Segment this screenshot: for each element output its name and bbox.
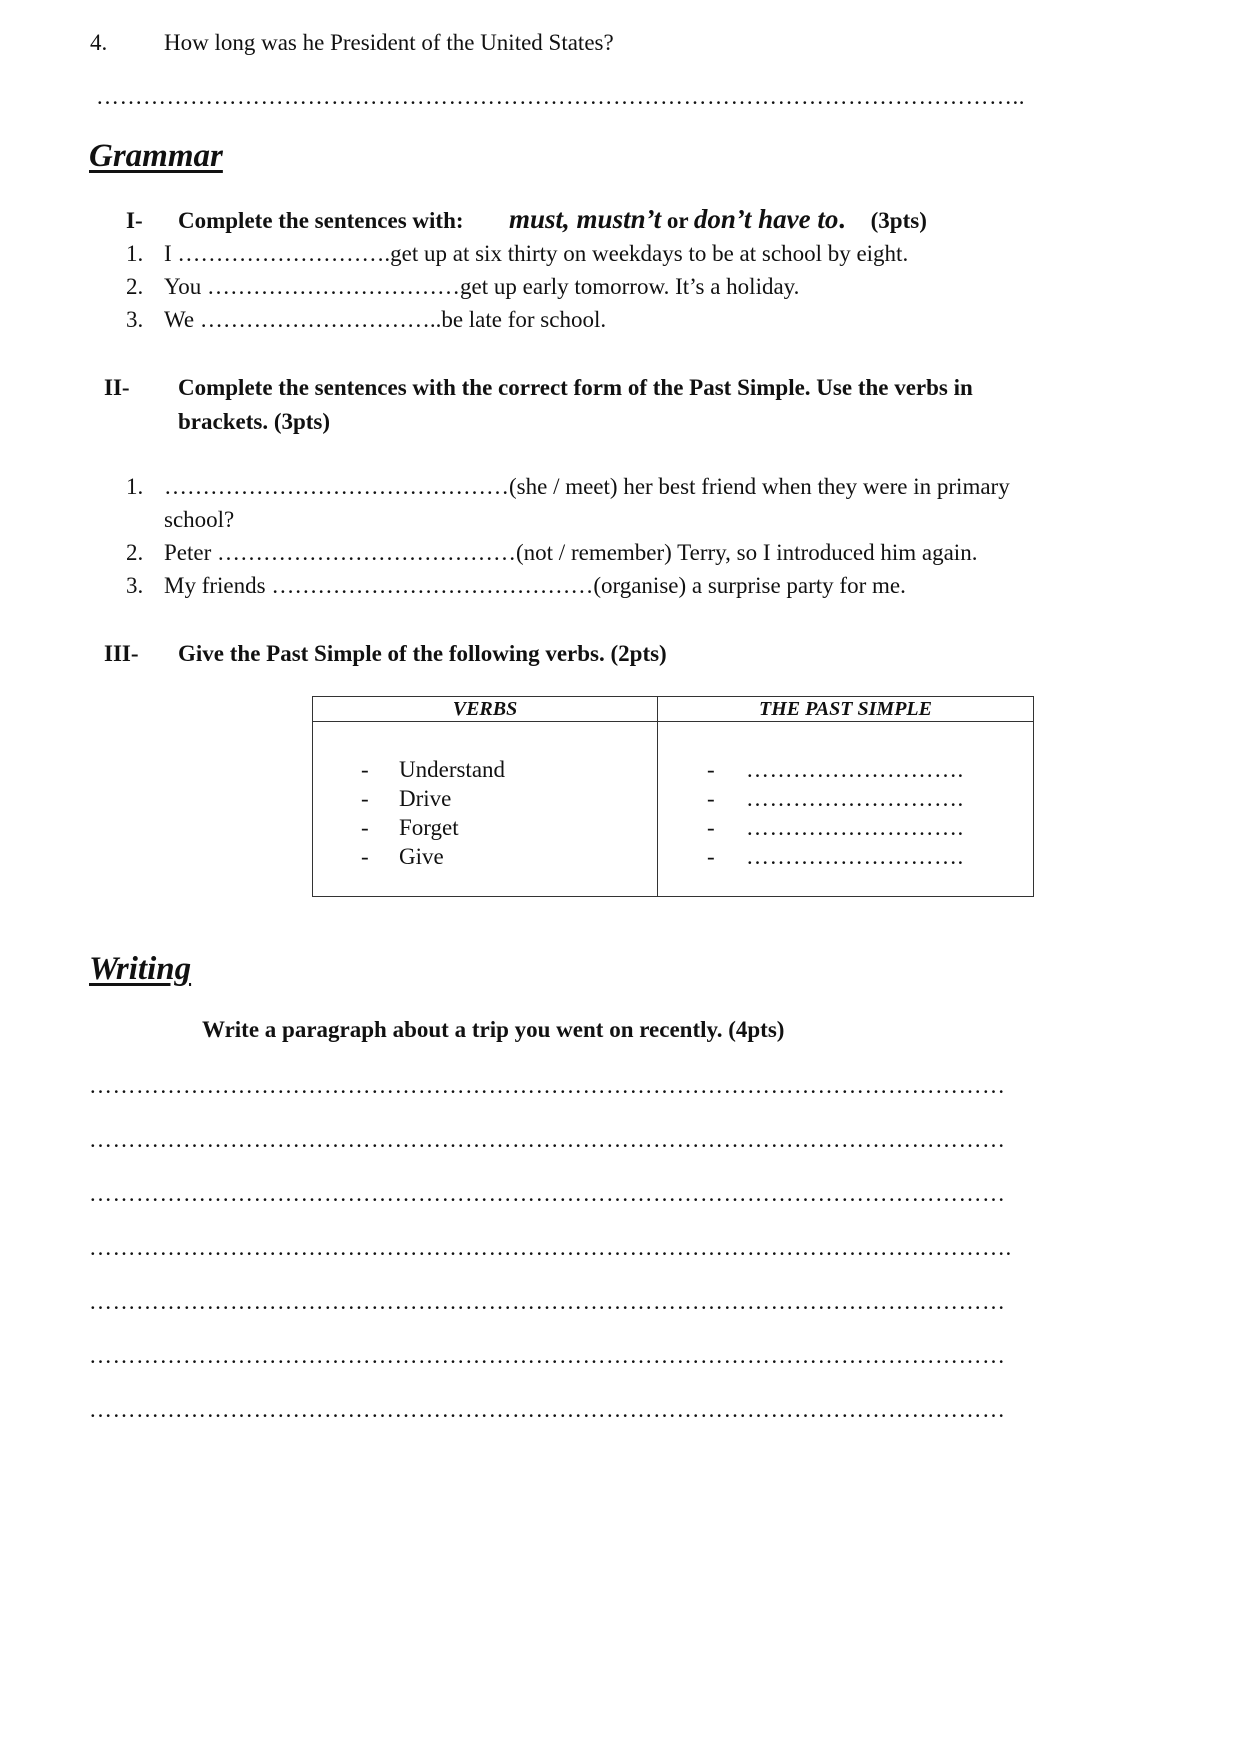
- bullet-dash: -: [361, 757, 369, 782]
- verb-forget: Forget: [399, 815, 459, 840]
- writing-line-3[interactable]: ………………………………………………………………………………………………………: [89, 1181, 1006, 1206]
- section-1-numeral: I-: [126, 208, 143, 233]
- keyword-dont-have-to: don’t have to: [693, 204, 839, 234]
- answer-blank[interactable]: ……………………….: [746, 757, 964, 782]
- section-3-instruction: Give the Past Simple of the following verbs. (2pts): [178, 641, 667, 666]
- s2-item-1-text: ………………………………………(she / meet) her best friend when they were in primary: [164, 474, 1010, 499]
- writing-line-7[interactable]: ………………………………………………………………………………………………………: [89, 1397, 1006, 1422]
- bullet-dash: -: [361, 844, 369, 869]
- s1-item-3-text: We …………………………..be late for school.: [164, 307, 607, 332]
- bullet-dash: -: [707, 815, 715, 840]
- s1-item-1-number: 1.: [126, 241, 144, 266]
- writing-instruction: Write a paragraph about a trip you went on recently. (4pts): [202, 1017, 785, 1042]
- writing-line-1[interactable]: ………………………………………………………………………………………………………: [89, 1073, 1006, 1098]
- verb-drive: Drive: [399, 786, 452, 811]
- writing-line-2[interactable]: ………………………………………………………………………………………………………: [89, 1127, 1006, 1152]
- question-4-text: How long was he President of the United States?: [164, 30, 614, 55]
- section-2-instruction-line-2: brackets. (3pts): [178, 409, 331, 434]
- grammar-heading: Grammar: [89, 138, 223, 174]
- question-4-number: 4.: [90, 30, 108, 55]
- verb-give: Give: [399, 844, 444, 869]
- section-2-instruction-line-1: Complete the sentences with the correct form of the Past Simple. Use the verbs in: [178, 375, 973, 400]
- bullet-dash: -: [707, 786, 715, 811]
- bullet-dash: -: [707, 757, 715, 782]
- verbs-table: [312, 696, 1034, 897]
- answer-row: [658, 844, 1033, 873]
- s2-item-3-text: My friends ……………………………………(organise) a surprise party for me.: [164, 573, 906, 598]
- s2-item-2-number: 2.: [126, 540, 144, 565]
- answer-blank[interactable]: ……………………….: [746, 844, 964, 869]
- section-3-numeral: III-: [104, 641, 139, 666]
- verb-row: [313, 757, 657, 786]
- verbs-cell: [313, 722, 658, 897]
- keyword-or: or: [661, 208, 694, 233]
- section-1-instruction-line: [178, 204, 927, 235]
- s2-item-2-text: Peter …………………………………(not / remember) Terry, so I introduced him again.: [164, 540, 978, 565]
- instruction-period: .: [838, 204, 846, 234]
- section-1-points: (3pts): [870, 208, 927, 233]
- answer-blank[interactable]: ……………………….: [746, 786, 964, 811]
- verb-understand: Understand: [399, 757, 506, 782]
- answer-blank[interactable]: ……………………….: [746, 815, 964, 840]
- s2-item-1-continuation: school?: [164, 507, 235, 532]
- verb-row: [313, 815, 657, 844]
- section-2-numeral: II-: [104, 375, 130, 400]
- section-1-instruction: Complete the sentences with:: [178, 208, 464, 233]
- writing-line-4[interactable]: ……………………………………………………………………………………………………….: [89, 1235, 1012, 1260]
- writing-heading: Writing: [89, 951, 192, 987]
- past-simple-column-header: THE PAST SIMPLE: [658, 697, 1034, 722]
- bullet-dash: -: [361, 815, 369, 840]
- answer-row: [658, 757, 1033, 786]
- past-simple-cell: [658, 722, 1034, 897]
- answer-row: [658, 815, 1033, 844]
- verb-row: [313, 844, 657, 873]
- s2-item-3-number: 3.: [126, 573, 144, 598]
- verbs-column-header: VERBS: [313, 697, 658, 722]
- s1-item-1-text: I ……………………….get up at six thirty on weekdays to be at school by eight.: [164, 241, 909, 266]
- s1-item-2-text: You ……………………………get up early tomorrow. It’s a holiday.: [164, 274, 800, 299]
- s2-item-1-number: 1.: [126, 474, 144, 499]
- verb-row: [313, 786, 657, 815]
- s1-item-3-number: 3.: [126, 307, 144, 332]
- writing-line-6[interactable]: ………………………………………………………………………………………………………: [89, 1343, 1006, 1368]
- s1-item-2-number: 2.: [126, 274, 144, 299]
- question-4-answer-line[interactable]: ………………………………………………………………………………………………………..: [96, 84, 1025, 109]
- answer-row: [658, 786, 1033, 815]
- bullet-dash: -: [361, 786, 369, 811]
- keyword-must-mustnt: must, mustn’t: [509, 204, 662, 234]
- writing-line-5[interactable]: ………………………………………………………………………………………………………: [89, 1289, 1006, 1314]
- bullet-dash: -: [707, 844, 715, 869]
